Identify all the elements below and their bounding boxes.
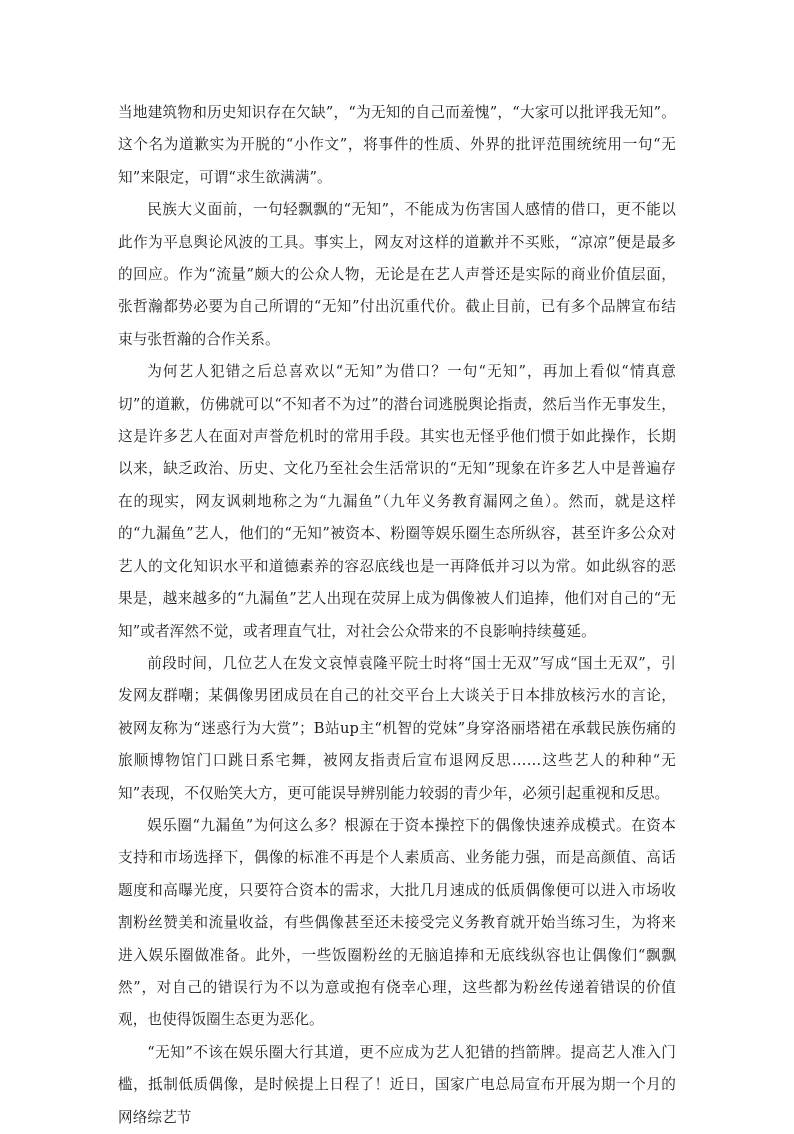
paragraph-2: 民族大义面前，一句轻飘飘的“无知”，不能成为伤害国人感情的借口，更不能以此作为平息舆论风波的工具。事实上，网友对这样的道歉并不买账，“凉凉”便是最多的回应。作为“流量”颇大的公众人物，无论是在艺人声誉还是实际的商业价值层面，张哲瀚都势必要为自己所谓的“无知”付出沉重代价。截止目前，已有多个品牌宣布结束与张哲瀚的合作关系。 (118, 201, 676, 348)
paragraph-3: 为何艺人犯错之后总喜欢以“无知”为借口？一句“无知”，再加上看似“情真意切”的道歉，仿佛就可以“不知者不为过”的潜台词逃脱舆论指责，然后当作无事发生，这是许多艺人在面对声誉危机时的常用手段。其实也无怪乎他们惯于如此操作，长期以来，缺乏政治、历史、文化乃至社会生活常识的“无知”现象在许多艺人中是普遍存在的现实，网友讽刺地称之为“九漏鱼”（九年义务教育漏网之鱼）。然而，就是这样的“九漏鱼”艺人，他们的“无知”被资本、粉圈等娱乐圈生态所纵容，甚至许多公众对艺人的文化知识水平和道德素养的容忍底线也是一再降低并习以为常。如此纵容的恶果是，越来越多的“九漏鱼”艺人出现在荧屏上成为偶像被人们追捧，他们对自己的“无知”或者浑然不觉，或者理直气壮，对社会公众带来的不良影响持续蔓延。 (118, 363, 676, 640)
paragraph-5: 娱乐圈“九漏鱼”为何这么多？根源在于资本操控下的偶像快速养成模式。在资本支持和市场选择下，偶像的标准不再是个人素质高、业务能力强，而是高颜值、高话题度和高曝光度，只要符合资本的需求，大批几月速成的低质偶像便可以进入市场收割粉丝赞美和流量收益，有些偶像甚至还未接受完义务教育就开始当练习生，为将来进入娱乐圈做准备。此外，一些饭圈粉丝的无脑追捧和无底线纵容也让偶像们“飘飘然”，对自己的错误行为不以为意或抱有侥幸心理，这些都为粉丝传递着错误的价值观，也使得饭圈生态更为恶化。 (118, 816, 676, 1029)
paragraph-4: 前段时间，几位艺人在发文哀悼袁隆平院士时将“国士无双”写成“国土无双”，引发网友群嘲；某偶像男团成员在自己的社交平台上大谈关于日本排放核污水的言论，被网友称为“迷惑行为大赏”；B站up主“机智的党妹”身穿洛丽塔裙在承载民族伤痛的旅顺博物馆门口跳日系宅舞，被网友指责后宣布退网反思……这些艺人的种种“无知”表现，不仅贻笑大方，更可能误导辨别能力较弱的青少年，必须引起重视和反思。 (118, 654, 676, 802)
paragraph-6: “无知”不该在娱乐圈大行其道，更不应成为艺人犯错的挡箭牌。提高艺人准入门槛，抵制低质偶像，是时候提上日程了！近日，国家广电总局宣布开展为期一个月的网络综艺节 (118, 1043, 676, 1126)
paragraph-1: 当地建筑物和历史知识存在欠缺”，“为无知的自己而羞愧”，“大家可以批评我无知”。这个名为道歉实为开脱的“小作文”，将事件的性质、外界的批评范围统统用一句“无知”来限定，可谓“求生欲满满”。 (118, 104, 676, 186)
document-page (118, 97, 676, 1134)
